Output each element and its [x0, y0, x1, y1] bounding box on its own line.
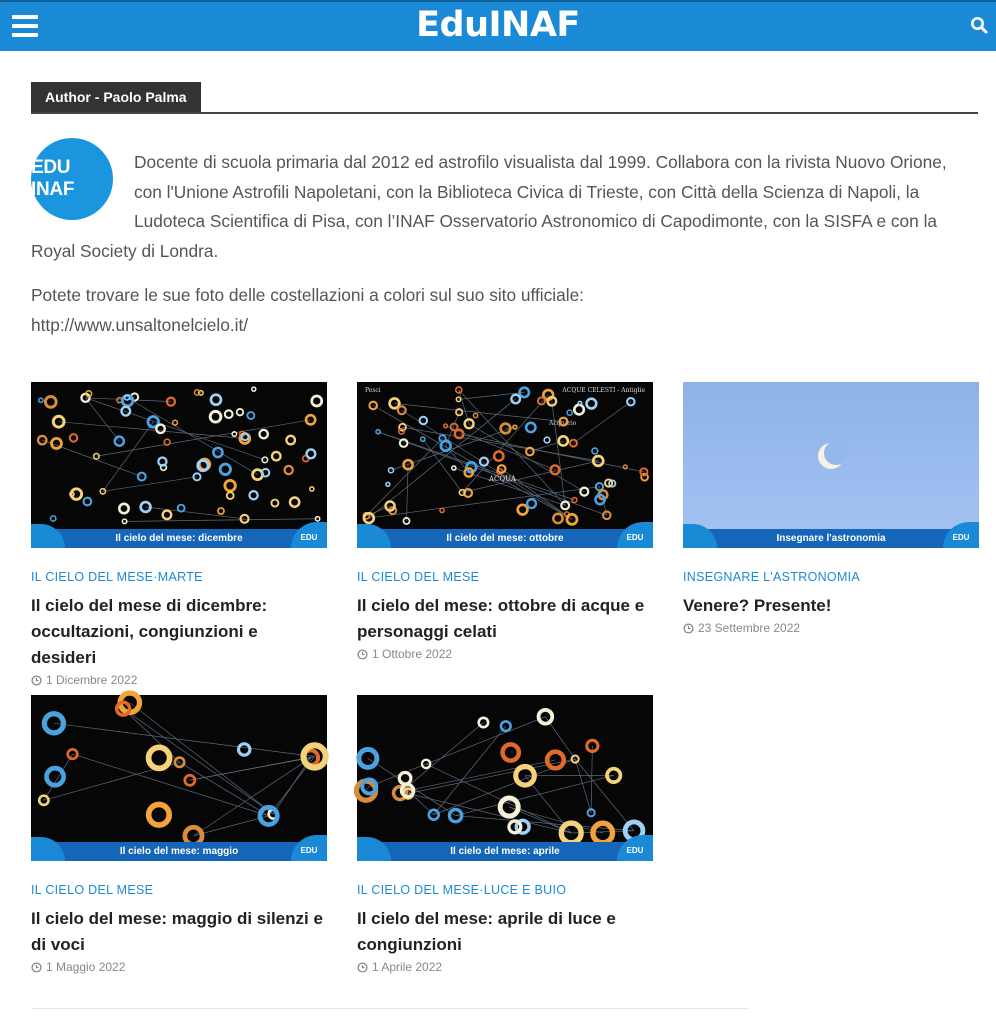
constellation-line: [125, 519, 318, 522]
category-link[interactable]: INSEGNARE L'ASTRONOMIA: [683, 570, 861, 584]
star-dot: [237, 409, 243, 415]
post-date: [357, 647, 653, 661]
category-link[interactable]: IL CIELO DEL MESE: [31, 883, 154, 897]
star-dot: [503, 744, 519, 760]
star-dot: [440, 508, 444, 512]
constellation-line: [575, 759, 591, 813]
star-dot: [500, 798, 518, 816]
star-dot: [125, 395, 130, 400]
constellation-line: [193, 816, 268, 836]
post-card: [357, 382, 653, 661]
star-dot: [252, 387, 256, 391]
star-dot: [122, 519, 126, 523]
post-date-text: 1 Maggio 2022: [46, 960, 126, 974]
star-dot: [38, 436, 46, 444]
star-dot: [286, 436, 295, 445]
star-dot: [271, 500, 278, 507]
post-thumbnail[interactable]: [31, 695, 327, 887]
constellation-line: [96, 420, 310, 456]
star-dot: [249, 491, 257, 499]
constellation-line: [575, 759, 634, 831]
star-dot: [71, 489, 82, 500]
constellation-line: [454, 468, 565, 505]
thumbnail-badge: EDU INAF: [617, 835, 653, 861]
constellation-line: [193, 758, 310, 836]
star-dot: [307, 449, 316, 458]
author-bio: [31, 148, 961, 266]
clock-icon: [31, 675, 42, 686]
star-dot: [456, 397, 460, 401]
star-chart-image: [31, 695, 327, 861]
clock-icon: [683, 623, 694, 634]
star-chart-image: [357, 382, 653, 548]
clock-icon: [357, 962, 368, 973]
star-dot: [210, 411, 221, 422]
search-icon[interactable]: [970, 16, 988, 34]
constellation-line: [180, 762, 269, 816]
star-dot: [310, 487, 314, 491]
star-dot: [593, 456, 603, 466]
star-dot: [592, 448, 598, 454]
avatar: EDU INAF: [31, 138, 113, 220]
overlay-label: Pesci: [365, 387, 381, 394]
star-dot: [456, 387, 462, 393]
star-dot: [527, 499, 536, 508]
star-dot: [578, 401, 582, 405]
thumbnail-badge: EDU INAF: [291, 835, 327, 861]
constellation-line: [103, 477, 197, 491]
post-date-text: 23 Settembre 2022: [698, 621, 801, 635]
thumbnail-caption: Il cielo del mese: ottobre: [357, 529, 653, 548]
star-dot: [220, 464, 230, 474]
post-thumbnail[interactable]: [357, 695, 653, 887]
constellation-line: [366, 438, 442, 515]
star-dot: [51, 438, 61, 448]
star-dot: [149, 805, 170, 826]
star-dot: [84, 498, 92, 506]
thumbnail-caption: Insegnare l'astronomia: [683, 529, 979, 548]
star-dot: [45, 397, 56, 408]
star-dot: [173, 420, 178, 425]
post-card: [357, 695, 653, 974]
clock-icon: [357, 649, 368, 660]
thumbnail-badge: EDU INAF: [943, 522, 979, 548]
post-date-text: 1 Ottobre 2022: [372, 647, 453, 661]
star-dot: [163, 511, 172, 520]
post-title[interactable]: Il cielo del mese di dicembre: occultazioni, congiunzioni e desideri: [31, 596, 268, 667]
constellation-line: [86, 398, 265, 460]
star-dot: [603, 511, 611, 519]
post-title[interactable]: Venere? Presente!: [683, 596, 832, 615]
star-dot: [39, 398, 43, 402]
star-dot: [39, 796, 48, 805]
post-card: [31, 382, 327, 687]
star-dot: [193, 473, 200, 480]
star-dot: [623, 465, 627, 469]
post-date: [31, 673, 327, 687]
star-dot: [211, 395, 221, 405]
category-link[interactable]: IL CIELO DEL MESE: [31, 570, 154, 584]
author-links: [31, 281, 961, 340]
constellation-line: [146, 507, 245, 519]
author-website-link[interactable]: http://www.unsaltonelcielo.it/: [31, 314, 249, 335]
constellation-lines: [366, 390, 643, 521]
star-dot: [227, 492, 234, 499]
star-dot: [239, 744, 250, 755]
star-dot: [149, 747, 170, 768]
author-links-intro: Potete trovare le sue foto delle costellazioni a colori sul suo sito ufficiale:: [31, 285, 584, 305]
star-dot: [587, 399, 597, 409]
star-dot: [480, 458, 488, 466]
post-date: [683, 621, 979, 635]
post-title[interactable]: Il cielo del mese: maggio di silenzi e di voci: [31, 909, 323, 954]
star-dot: [544, 437, 550, 443]
constellation-line: [103, 422, 153, 491]
star-dot: [213, 448, 222, 457]
constellation-line: [366, 787, 369, 791]
star-dot: [232, 432, 237, 437]
post-categories: [31, 883, 327, 899]
star-dot: [285, 466, 293, 474]
constellation-line: [190, 758, 311, 781]
overlay-label: Acquario: [549, 420, 577, 427]
author-tag: Author - Paolo Palma: [31, 82, 201, 112]
constellation-lines: [44, 703, 315, 836]
star-dot: [272, 452, 280, 460]
constellation-line: [573, 402, 630, 443]
thumbnail-caption: Il cielo del mese: dicembre: [31, 529, 327, 548]
star-dot: [473, 413, 477, 417]
category-link[interactable]: MARTE: [157, 570, 203, 584]
site-logo[interactable]: EduINAF: [416, 5, 580, 45]
star-dot: [312, 396, 322, 406]
thumbnail-caption: Il cielo del mese: aprile: [357, 842, 653, 861]
star-dot: [119, 504, 128, 513]
post-card: [683, 382, 979, 635]
post-title[interactable]: Il cielo del mese: ottobre di acque e personaggi celati: [357, 596, 645, 641]
star-dot: [518, 505, 528, 515]
star-dot: [553, 514, 562, 523]
post-thumbnail[interactable]: [31, 382, 327, 574]
star-dot: [260, 430, 268, 438]
star-dot: [185, 775, 195, 785]
star-dot: [247, 412, 254, 419]
constellation-line: [426, 764, 571, 833]
star-dot: [538, 397, 545, 404]
post-title[interactable]: Il cielo del mese: aprile di luce e congiunzioni: [357, 909, 616, 954]
star-dot: [225, 480, 236, 491]
star-dot: [420, 417, 427, 424]
post-categories: IL CIELO DEL MESE·MARTE: [31, 570, 203, 584]
star-dot: [386, 482, 390, 486]
thumbnail-badge: EDU INAF: [617, 522, 653, 548]
thumbnail-badge: EDU INAF: [291, 522, 327, 548]
post-thumbnail[interactable]: [683, 382, 979, 574]
post-categories: [357, 570, 653, 586]
author-section-header: [31, 82, 978, 114]
constellation-line: [459, 390, 565, 505]
post-thumbnail[interactable]: [357, 382, 653, 574]
star-dot: [421, 437, 425, 441]
star-dot: [444, 424, 448, 428]
star-dot: [567, 410, 572, 415]
constellation-line: [434, 726, 506, 815]
star-chart-image: [357, 695, 653, 861]
star-dot: [567, 514, 577, 524]
star-chart-image: [31, 382, 327, 548]
star-dot: [513, 425, 517, 429]
overlay-label: ACQUA: [489, 475, 516, 483]
star-dot: [218, 508, 224, 514]
post-date-text: 1 Aprile 2022: [372, 960, 443, 974]
category-link[interactable]: IL CIELO DEL MESE: [357, 570, 480, 584]
star-dot: [156, 425, 164, 433]
star-dot: [398, 406, 406, 414]
star-dot: [494, 451, 503, 460]
star-dot: [51, 516, 56, 521]
star-dot: [570, 440, 577, 447]
thumbnail-caption: Il cielo del mese: maggio: [31, 842, 327, 861]
divider: [31, 1008, 749, 1009]
star-dot: [290, 498, 299, 507]
star-dot: [574, 405, 584, 415]
overlay-label: ACQUE CELESTI - Antiglie: [562, 387, 645, 394]
post-date-text: 1 Dicembre 2022: [46, 673, 138, 687]
post-categories: [683, 570, 979, 586]
star-dot: [526, 423, 535, 432]
constellation-line: [123, 709, 273, 814]
post-date: [357, 960, 653, 974]
star-dot: [70, 434, 78, 442]
constellation-line: [86, 398, 120, 441]
star-dot: [551, 465, 560, 474]
post-categories: IL CIELO DEL MESE·LUCE E BUIO: [357, 883, 567, 897]
clock-icon: [31, 962, 42, 973]
crescent-moon-image: [683, 382, 979, 548]
star-dot: [225, 410, 233, 418]
author-bio-text: Docente di scuola primaria dal 2012 ed astrofilo visualista dal 1999. Collabora con la rivista Nuovo Orione, con l'Unione Astrofili Napoletani, con la Biblioteca Civica di Trieste, con Città della Scienza di Napoli, la Ludoteca Scientifica di Pisa, con l’INAF Osservatorio Astronomico di Capodimonte, con la SISFA e con la Royal Society di Londra.: [31, 152, 947, 261]
post-card: [31, 695, 327, 974]
star-dot: [121, 407, 130, 416]
category-link[interactable]: IL CIELO DEL MESE: [357, 883, 480, 897]
category-link[interactable]: LUCE E BUIO: [483, 883, 567, 897]
constellation-line: [391, 427, 515, 470]
post-date: [31, 960, 327, 974]
top-navigation-bar: [0, 0, 996, 51]
star-dot: [178, 505, 185, 512]
